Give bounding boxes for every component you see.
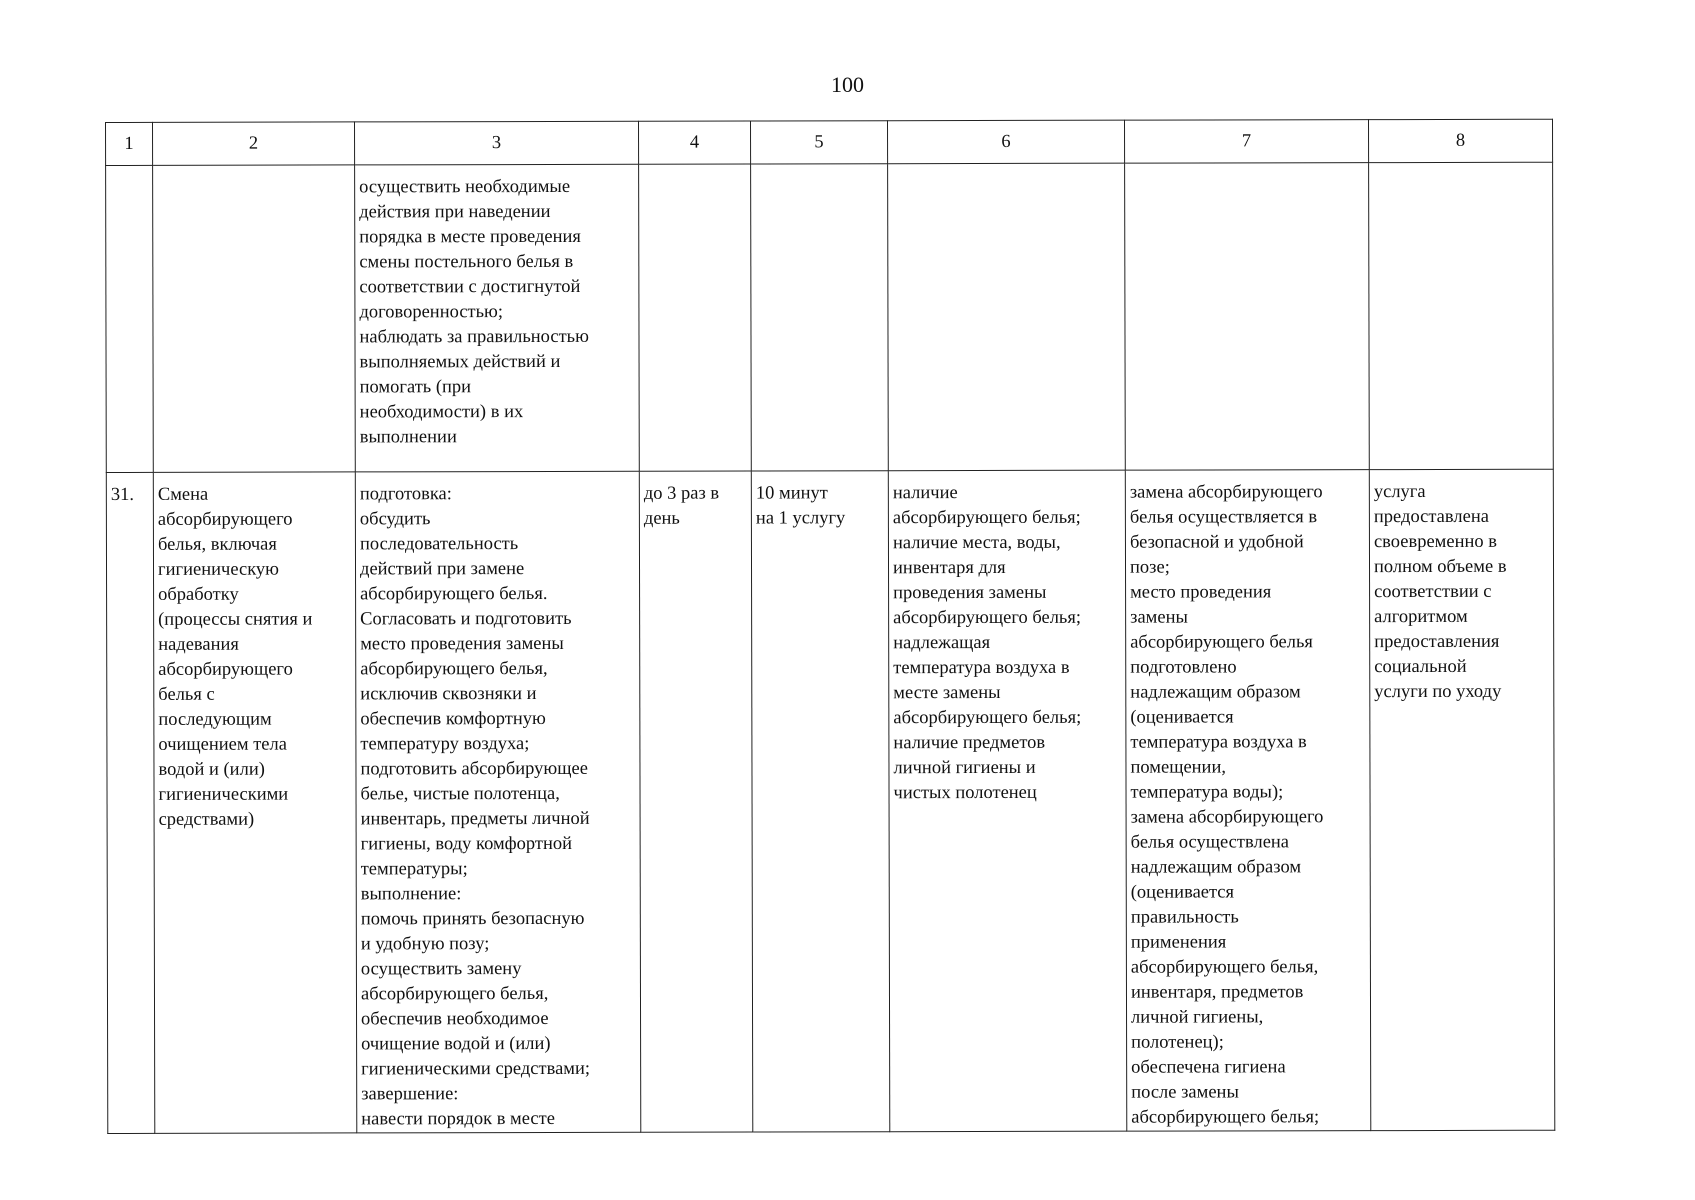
- column-number-row: [106, 119, 1553, 165]
- table-row: [106, 162, 1554, 472]
- cell-evaluation: [1369, 162, 1554, 469]
- column-header-1: 1: [106, 122, 153, 165]
- cell-number: 31.: [106, 472, 154, 1133]
- column-header-5: 5: [750, 121, 887, 164]
- column-header-6: 6: [887, 120, 1124, 164]
- cell-frequency: [639, 164, 752, 471]
- page-number: 100: [831, 72, 864, 97]
- table-row: [106, 469, 1554, 1133]
- cell-service-name: Смена абсорбирующего белья, включая гигиеническую обработку (процессы снятия и надевания абсорбирующего белья с последующим очищением тела водой и (или) гигиеническими средствами): [153, 472, 356, 1133]
- cell-conditions: наличие абсорбирующего белья; наличие места, воды, инвентаря для проведения замены абсорбирующего белья; надлежащая температура воздуха в месте замены абсорбирующего белья; наличие предметов личной гигиены и чистых полотенец: [888, 470, 1126, 1132]
- column-header-4: 4: [638, 121, 750, 164]
- cell-service-steps: подготовка: обсудить последовательность действий при замене абсорбирующего белья. Согласовать и подготовить место проведения замены абсорбирующего белья, исключив сквозняки и обеспечив комфортную температуру воздуха; подготовить абсорбирующее белье, чистые полотенца, инвентарь, предметы личной гигиены, воду комфортной температуры; выполнение: помочь принять безопасную и удобную позу; осуществить замену абсорбирующего белья, обеспечив необходимое очищение водой и (или) гигиеническими средствами; завершение: навести порядок в месте: [355, 471, 640, 1133]
- cell-service-name: [153, 165, 356, 472]
- cell-conditions: [888, 163, 1126, 471]
- column-header-7: 7: [1124, 120, 1368, 164]
- column-header-8: 8: [1368, 119, 1552, 162]
- cell-duration: [751, 164, 889, 471]
- cell-quality: замена абсорбирующего белья осуществляется в безопасной и удобной позе; место проведения замены абсорбирующего белья подготовлено надлежащим образом (оценивается температура воздуха в помещении, температура воды); замена абсорбирующего белья осуществлена надлежащим образом (оценивается правильность применения абсорбирующего белья, инвентаря, предметов личной гигиены, полотенец); обеспечена гигиена после замены абсорбирующего белья;: [1125, 470, 1370, 1132]
- cell-frequency: до 3 раз в день: [639, 471, 752, 1132]
- cell-evaluation: услуга предоставлена своевременно в полном объеме в соответствии с алгоритмом предоставления социальной услуги по уходу: [1369, 469, 1554, 1130]
- column-header-2: 2: [153, 122, 355, 165]
- cell-service-steps: осуществить необходимые действия при наведении порядка в месте проведения смены постельного белья в соответствии с достигнутой договоренностью; наблюдать за правильностью выполняемых действий и помогать (при необходимости) в их выполнении: [355, 164, 640, 472]
- cell-duration: 10 минут на 1 услугу: [751, 471, 889, 1132]
- column-header-3: 3: [355, 121, 639, 165]
- services-table: [105, 119, 1555, 1134]
- cell-number: [106, 165, 154, 472]
- cell-quality: [1125, 163, 1370, 471]
